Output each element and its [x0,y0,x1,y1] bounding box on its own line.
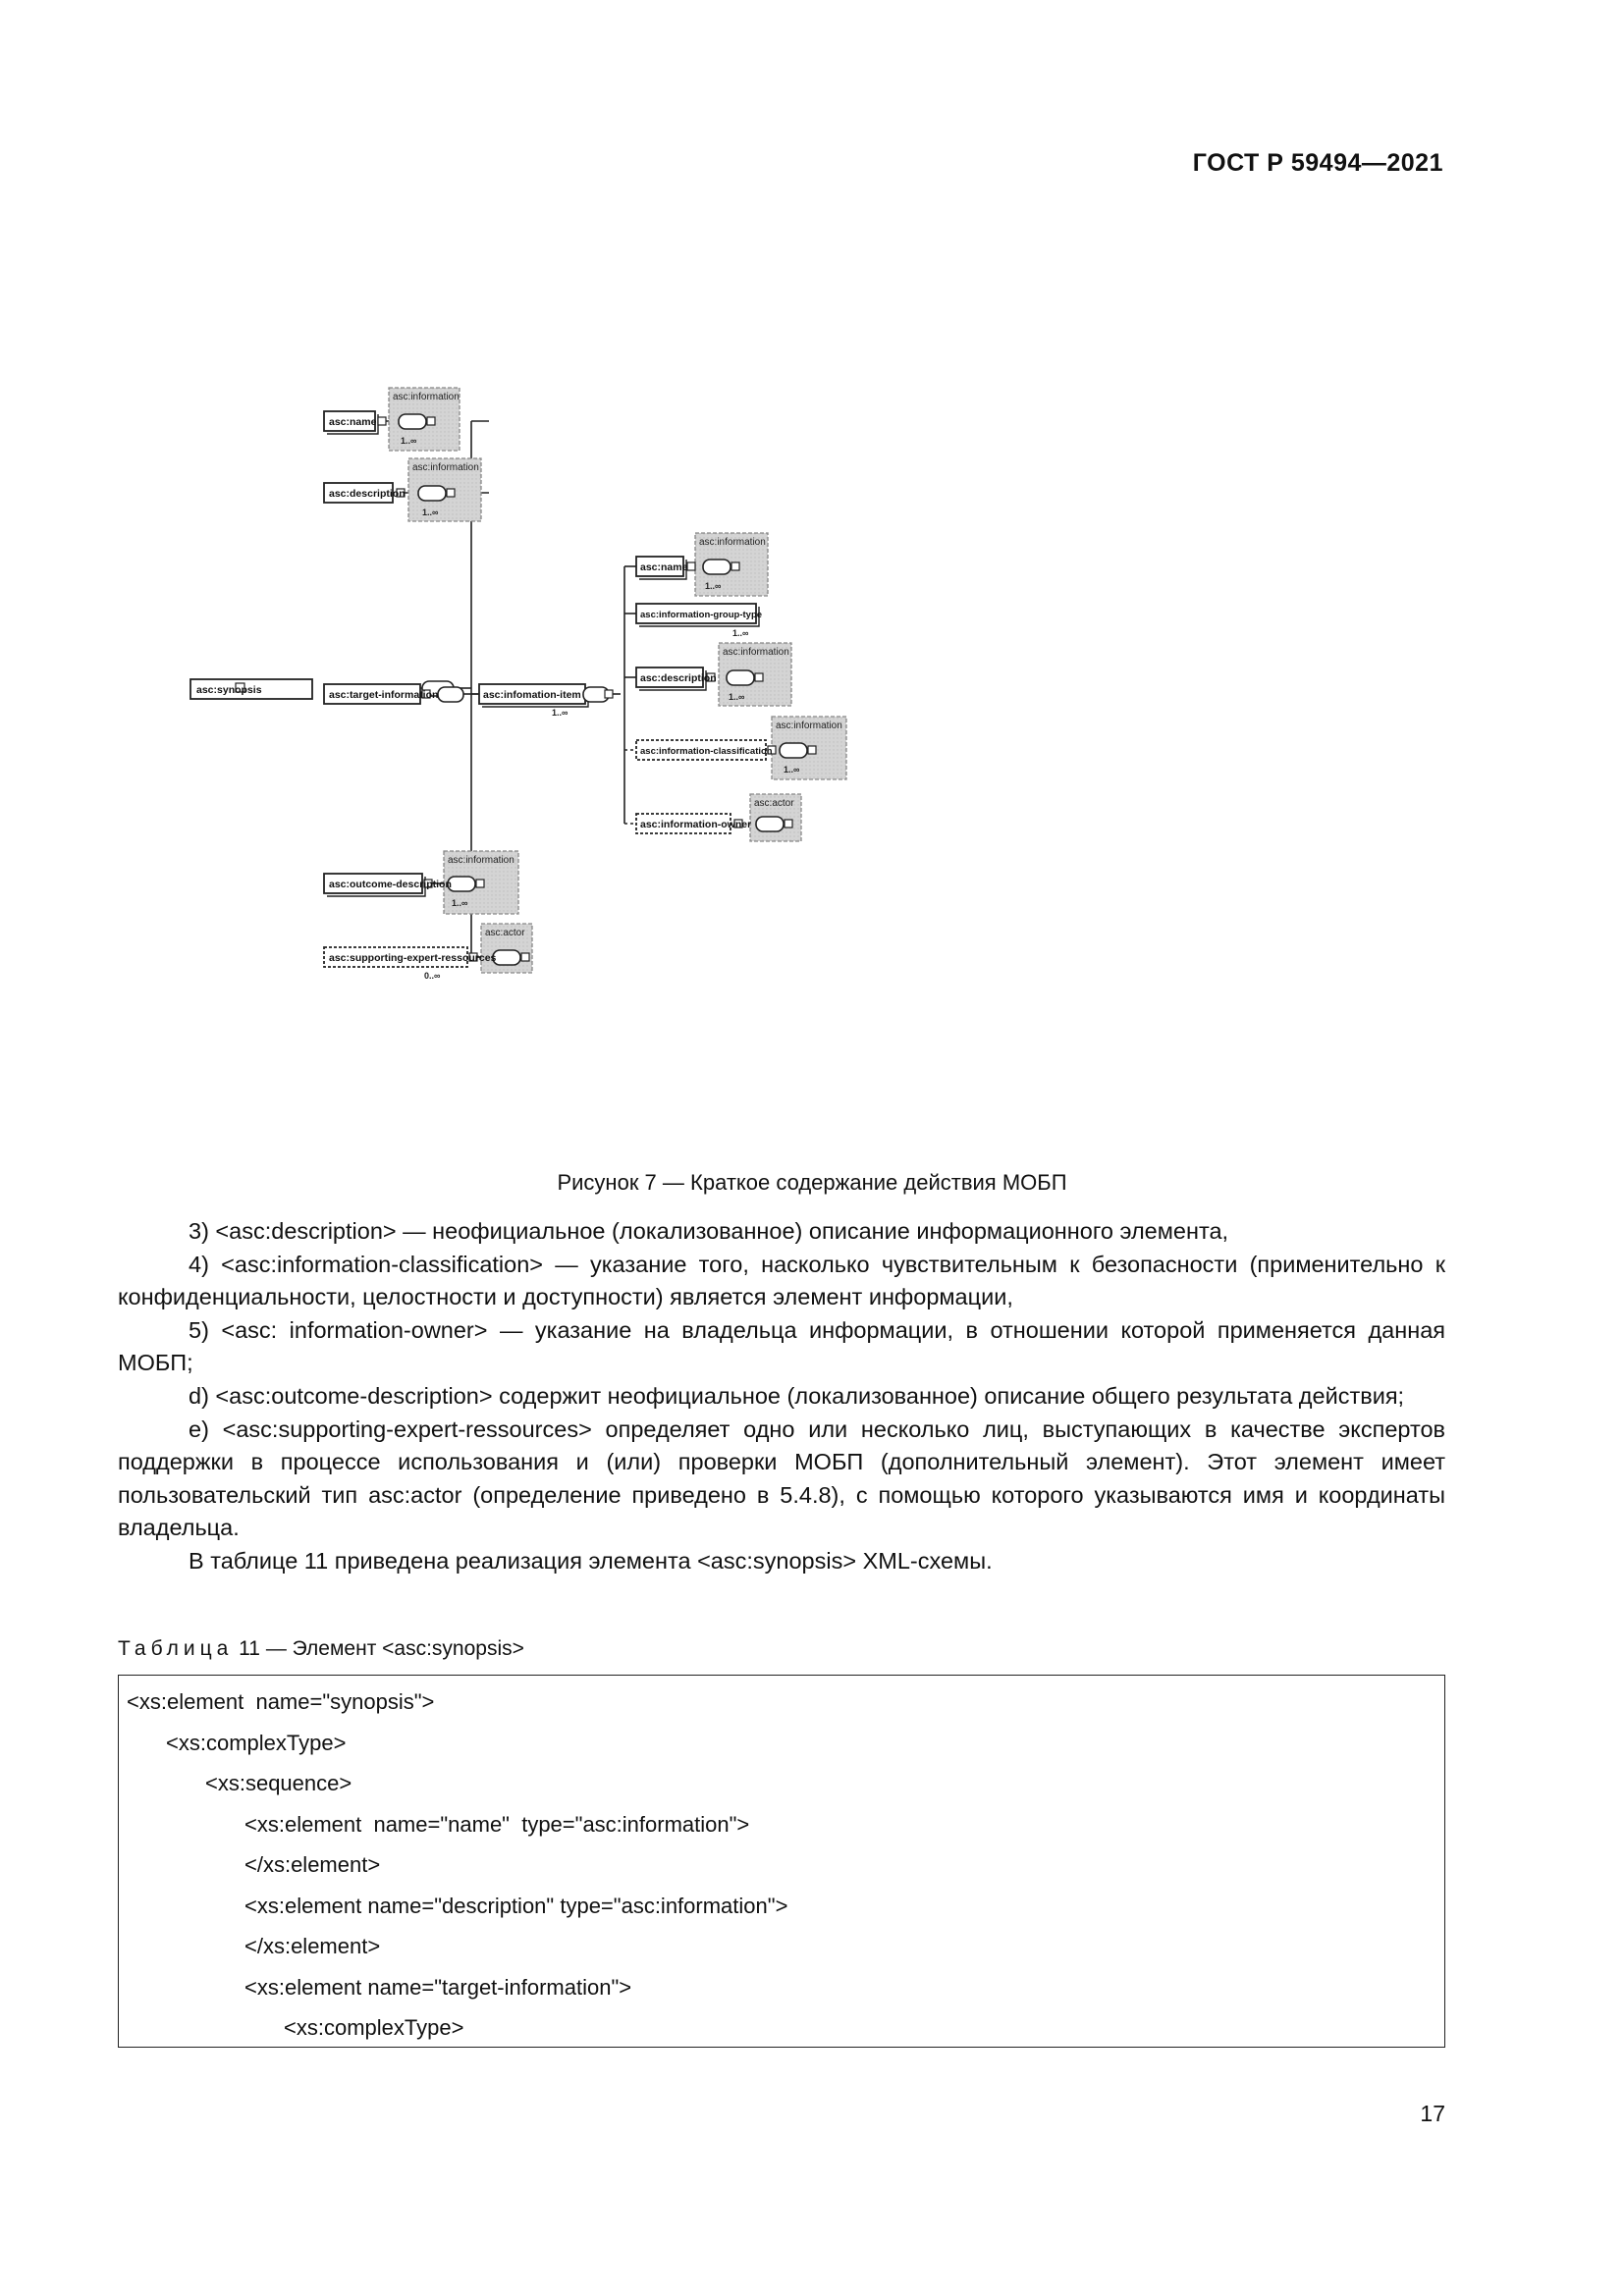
paragraph: d) <asc:outcome-description> содержит неофициальное (локализованное) описание общего результата действия; [189,1382,1405,1409]
node-ti-group-type: asc:information-group-type [640,610,763,620]
schema-diagram [196,231,1296,1134]
code-line: <xs:element name="target-information"> [244,1974,632,2000]
code-line: <xs:sequence> [205,1771,352,1795]
multiplicity-label: 1..∞ [732,628,749,638]
table-label: Таблица [118,1637,234,1660]
code-line: <xs:complexType> [284,2015,464,2040]
node-ti-classification: asc:information-classification [640,746,773,757]
code-line: <xs:element name="name" type="asc:information"> [244,1811,750,1837]
type-label: asc:information [393,392,460,402]
page-number: 17 [1420,2101,1445,2126]
paragraph: В таблице 11 приведена реализация элемента <asc:synopsis> XML-схемы. [189,1547,993,1574]
multiplicity-label: 0..∞ [424,971,441,981]
node-target-information: asc:target-information [329,689,439,701]
node-ti-owner: asc:information-owner [640,819,752,830]
code-table [118,1675,1445,2048]
document-header: ГОСТ Р 59494—2021 [1192,149,1443,177]
type-label: asc:information [412,462,479,473]
multiplicity-label: 1..∞ [552,708,568,718]
type-label: asc:actor [754,798,794,809]
code-line: </xs:element> [244,1934,381,1958]
multiplicity-label: 1..∞ [401,436,417,446]
node-supporting-expert: asc:supporting-expert-ressources [329,952,497,964]
type-label: asc:actor [485,928,525,938]
node-synopsis: asc:synopsis [196,684,262,696]
code-line: </xs:element> [244,1852,381,1877]
node-information-item: asc:infomation-item [483,689,581,701]
type-label: asc:information [723,647,789,658]
paragraph: 5) <asc: information-owner> — указание на владельца информации, в отношении которой применяется данная МОБП; [118,1316,1445,1376]
node-ti-name: asc:name [640,561,688,573]
multiplicity-label: 1..∞ [729,692,745,702]
body-text [118,1215,1445,1578]
paragraph: 4) <asc:information-classification> — указание того, насколько чувствительным к безопасности (применительно к конфиденциальности, целостности и доступности) является элемент информации, [118,1251,1445,1310]
type-label: asc:information [448,855,514,866]
multiplicity-label: 1..∞ [452,898,468,908]
multiplicity-label: 1..∞ [784,765,800,774]
node-outcome-description: asc:outcome-description [329,879,452,890]
table-title: 11 — Элемент <asc:synopsis> [233,1637,524,1660]
table-caption [118,1637,524,1661]
node-name: asc:name [329,416,377,428]
type-label: asc:information [776,721,842,731]
paragraph: 3) <asc:description> — неофициальное (локализованное) описание информационного элемента, [189,1218,1229,1244]
node-ti-description: asc:description [640,672,717,684]
multiplicity-label: 1..∞ [422,507,439,517]
code-line: <xs:element name="synopsis"> [127,1689,435,1714]
figure-caption: Рисунок 7 — Краткое содержание действия МОБП [557,1170,1067,1195]
node-description: asc:description [329,488,406,500]
type-label: asc:information [699,537,766,548]
multiplicity-label: 1..∞ [705,581,722,591]
paragraph: e) <asc:supporting-expert-ressources> определяет одно или несколько лиц, выступающих в качестве экспертов поддержки в процессе использования и (или) проверки МОБП (дополнительный элемент). Этот элемент имеет пользовательский тип asc:actor (определение приведено в 5.4.8), с помощью которого указываются имя и координаты владельца. [118,1415,1445,1541]
code-line: <xs:element name="description" type="asc:information"> [244,1893,788,1918]
code-line: <xs:complexType> [166,1730,347,1755]
